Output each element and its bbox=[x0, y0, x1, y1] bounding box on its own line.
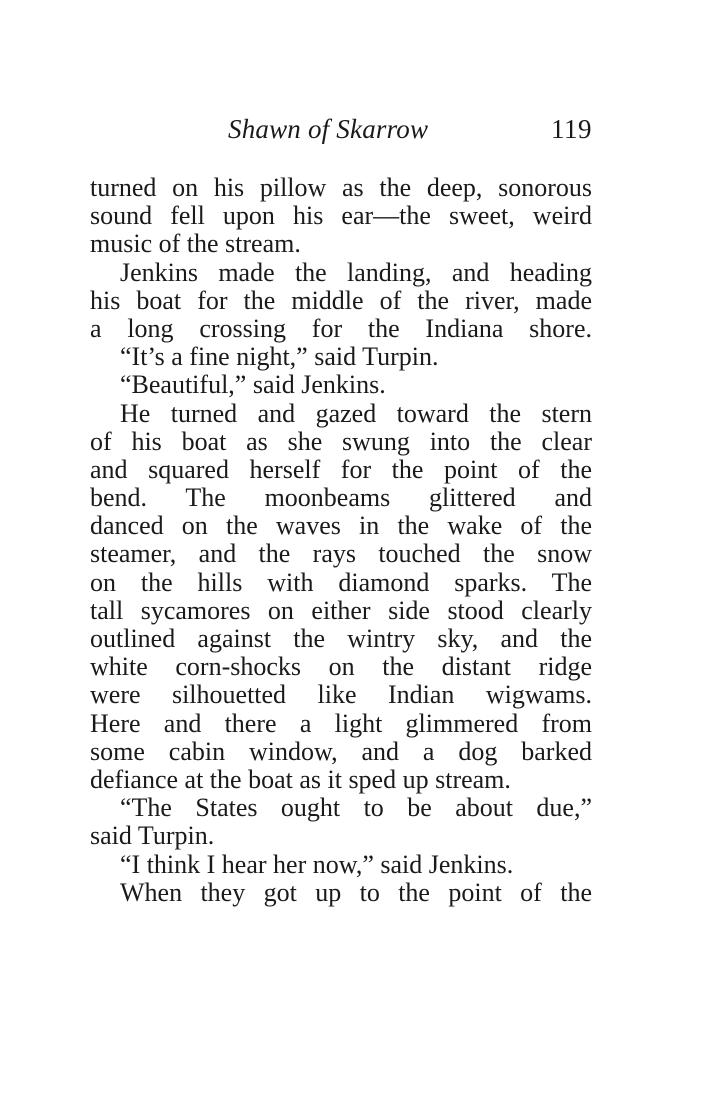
text-line: of his boat as she swung into the clear bbox=[90, 426, 592, 456]
text-line: “The States ought to be about due,” bbox=[120, 793, 592, 823]
text-line: defiance at the boat as it sped up stream. bbox=[90, 764, 511, 794]
text-line: bend. The moonbeams glittered and bbox=[90, 483, 592, 513]
text-line: on the hills with diamond sparks. The bbox=[90, 567, 592, 597]
text-line: white corn-shocks on the distant ridge bbox=[90, 652, 592, 682]
text-line: danced on the waves in the wake of the bbox=[90, 511, 592, 541]
text-line: “Beautiful,” said Jenkins. bbox=[120, 370, 386, 400]
text-line: Jenkins made the landing, and heading bbox=[120, 257, 592, 287]
text-line: outlined against the wintry sky, and the bbox=[90, 624, 592, 653]
text-line: tall sycamores on either side stood clearly bbox=[90, 595, 592, 625]
text-line: Here and there a light glimmered from bbox=[90, 708, 592, 738]
running-head bbox=[90, 114, 592, 150]
text-line: were silhouetted like Indian wigwams. bbox=[90, 680, 592, 710]
text-line: a long crossing for the Indiana shore. bbox=[90, 313, 592, 343]
text-line: “I think I hear her now,” said Jenkins. bbox=[120, 849, 514, 879]
text-line: and squared herself for the point of the bbox=[90, 454, 592, 484]
body-text bbox=[90, 174, 592, 907]
text-line: music of the stream. bbox=[90, 229, 301, 259]
text-line: He turned and gazed toward the stern bbox=[120, 398, 592, 428]
text-line: “It’s a fine night,” said Turpin. bbox=[120, 342, 439, 372]
text-line: said Turpin. bbox=[90, 821, 215, 851]
text-line: sound fell upon his ear—the sweet, weird bbox=[90, 201, 592, 231]
text-line: turned on his pillow as the deep, sonorous bbox=[90, 173, 592, 202]
text-line: steamer, and the rays touched the snow bbox=[90, 539, 592, 569]
running-title: Shawn of Skarrow bbox=[228, 114, 429, 144]
text-line: his boat for the middle of the river, made bbox=[90, 285, 592, 315]
text-line: some cabin window, and a dog barked bbox=[90, 736, 592, 766]
text-line: When they got up to the point of the bbox=[120, 877, 592, 907]
page-number: 119 bbox=[551, 114, 592, 144]
